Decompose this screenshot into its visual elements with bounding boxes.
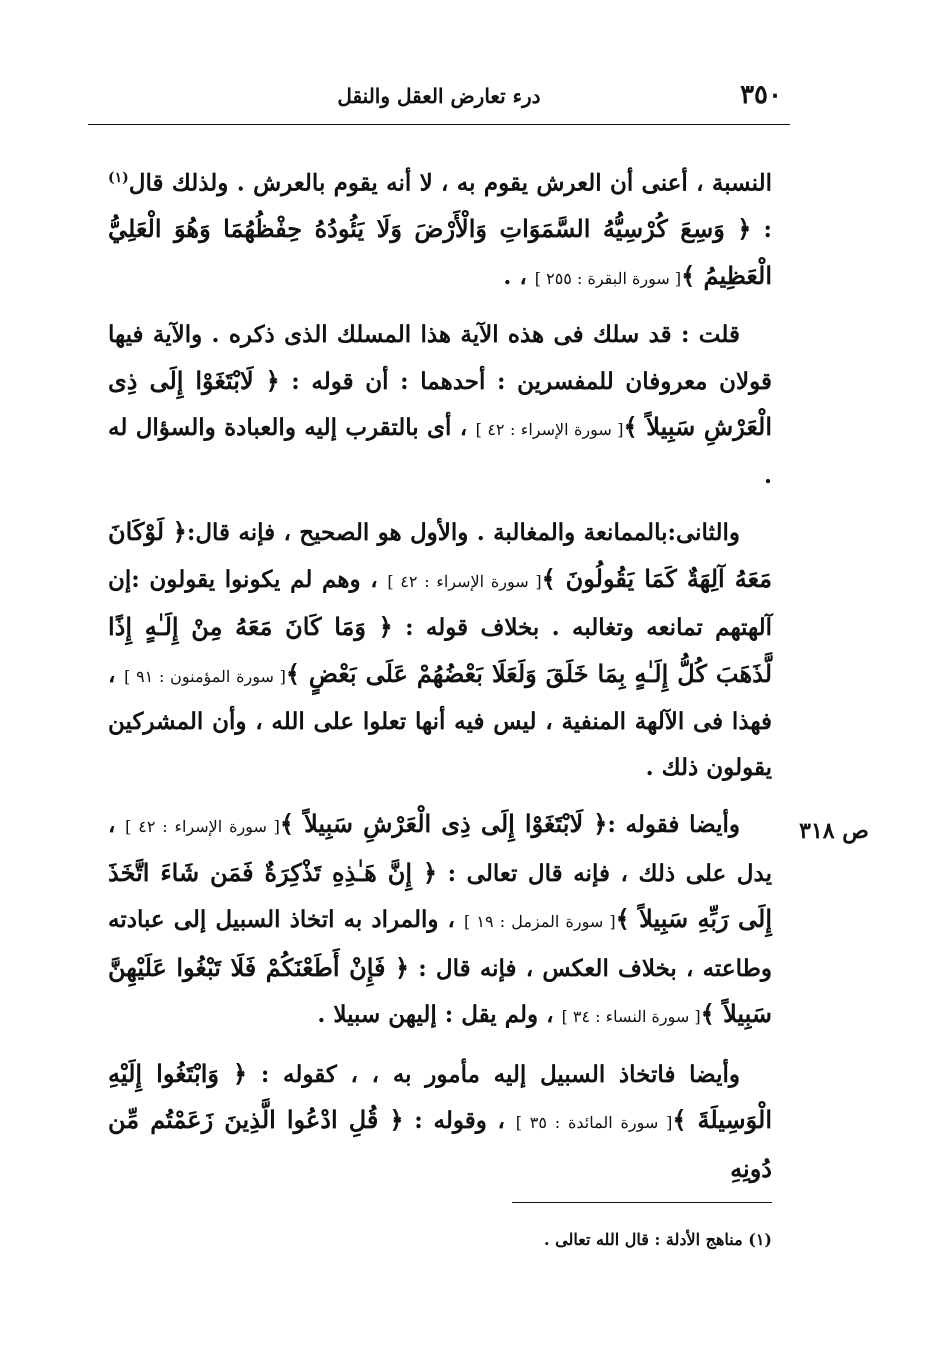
- text-run: :: [751, 216, 773, 244]
- header-rule: [88, 124, 790, 125]
- footnote-marker: (١): [108, 170, 129, 186]
- quran-quote: ﴿ قُلِ ادْعُوا الَّذِينَ زَعَمْتُم مِّن دُونِهِ: [108, 1105, 772, 1183]
- text-run: والثانى:بالممانعة والمغالبة . والأول هو الصحيح ، فإنه قال:: [186, 519, 740, 547]
- text-run: ، فهذا فى الآلهة المنفية ، ليس فيه أنها تعلوا على الله ، وأن المشركين يقولون ذلك .: [108, 660, 772, 781]
- surah-reference: [ سورة المزمل : ١٩ ]: [464, 912, 616, 932]
- text-run: : قد سلك فى هذه الآية هذا المسلك الذى ذكره . والآية فيها قولان معروفان للمفسرين : أحدهما : أن قوله :: [108, 321, 773, 395]
- quran-quote: ﴿ وَسِعَ كُرْسِيُّهُ السَّمَوَاتِ وَالْأَرْضَ وَلَا يَئُودُهُ حِفْظُهُمَا وَهُوَ الْعَلِيُّ الْعَظِيمُ ﴾: [108, 214, 772, 290]
- paragraph-2: [108, 312, 772, 498]
- text-run: ، والمراد به اتخاذ السبيل إلى عبادته وطاعته ، بخلاف العكس ، فإنه قال :: [108, 906, 773, 982]
- surah-reference: [ سورة المؤمنون : ٩١ ]: [124, 666, 286, 686]
- text-run: وأيضا فقوله :: [607, 811, 741, 839]
- page-number: ٣٥٠: [740, 80, 782, 110]
- footnote-rule: [512, 1202, 772, 1203]
- quran-quote: ﴿ لَوْكَانَ مَعَهُ آلِهَةٌ كَمَا يَقُولُونَ ﴾: [108, 517, 773, 593]
- text-run: ، وهم لم يكونوا يقولون :إن آلهتهم تمانعه وتغالبه . بخلاف قوله :: [108, 565, 772, 642]
- surah-reference: [ سورة الإسراء : ٤٢ ]: [125, 817, 280, 837]
- margin-page-reference: ص ٣١٨: [799, 818, 869, 844]
- quran-quote: ﴿ وَابْتَغُوا إِلَيْهِ الْوَسِيلَةَ ﴾: [108, 1058, 773, 1135]
- quran-quote: ﴿ لَابْتَغَوْا إِلَى ذِى الْعَرْشِ سَبِيلاً ﴾: [279, 809, 608, 839]
- quran-quote: ﴿ إِنَّ هَـٰذِهِ تَذْكِرَةٌ فَمَن شَاءَ اتَّخَذَ إِلَى رَبِّهِ سَبِيلاً ﴾: [108, 857, 772, 934]
- lead-word: قلت: [698, 321, 740, 349]
- surah-reference: [ سورة الإسراء : ٤٢ ]: [475, 420, 624, 440]
- quran-quote: ﴿ لَابْتَغَوْا إِلَى ذِى الْعَرْشِ سَبِيلاً ﴾: [108, 365, 773, 442]
- paragraph-4: [108, 801, 772, 1040]
- main-text: [108, 156, 772, 1192]
- running-header: [88, 78, 790, 118]
- paragraph-1: [108, 156, 772, 301]
- text-run: ، يدل على ذلك ، فإنه قال تعالى :: [108, 811, 772, 887]
- surah-reference: [ سورة المائدة : ٣٥ ]: [515, 1113, 673, 1133]
- surah-reference: [ سورة النساء : ٣٤ ]: [561, 1007, 701, 1027]
- paragraph-3: [108, 509, 772, 790]
- text-run: النسبة ، أعنى أن العرش يقوم به ، لا أنه يقوم بالعرش . ولذلك قال: [128, 169, 772, 197]
- footnote: (١) مناهج الأدلة : قال الله تعالى .: [544, 1230, 772, 1249]
- surah-reference: [ سورة الإسراء : ٤٢ ]: [387, 571, 542, 591]
- surah-reference: [ سورة البقرة : ٢٥٥ ]: [534, 268, 682, 288]
- text-run: ، وقوله :: [403, 1107, 516, 1135]
- text-run: وأيضا فاتخاذ السبيل إليه مأمور به ، ، كقوله :: [247, 1060, 741, 1088]
- text-run: ، .: [503, 262, 535, 290]
- running-title: درء تعارض العقل والنقل: [337, 84, 541, 108]
- quran-quote: ﴿ فَإِنْ أَطَعْنَكُمْ فَلَا تَبْغُوا عَلَيْهِنَّ سَبِيلاً ﴾: [108, 952, 772, 1029]
- paragraph-5: [108, 1051, 772, 1193]
- text-run: ، أى بالتقرب إليه والعبادة والسؤال له .: [108, 414, 772, 489]
- quran-quote: ﴿ وَمَا كَانَ مَعَهُ مِنْ إِلَـٰهٍ إِذًا لَّذَهَبَ كُلُّ إِلَـٰهٍ بِمَا خَلَقَ وَلَعَلَا بَعْضُهُمْ عَلَى بَعْضٍ ﴾: [108, 612, 773, 688]
- text-run: ، ولم يقل : إليهن سبيلا .: [317, 1001, 562, 1029]
